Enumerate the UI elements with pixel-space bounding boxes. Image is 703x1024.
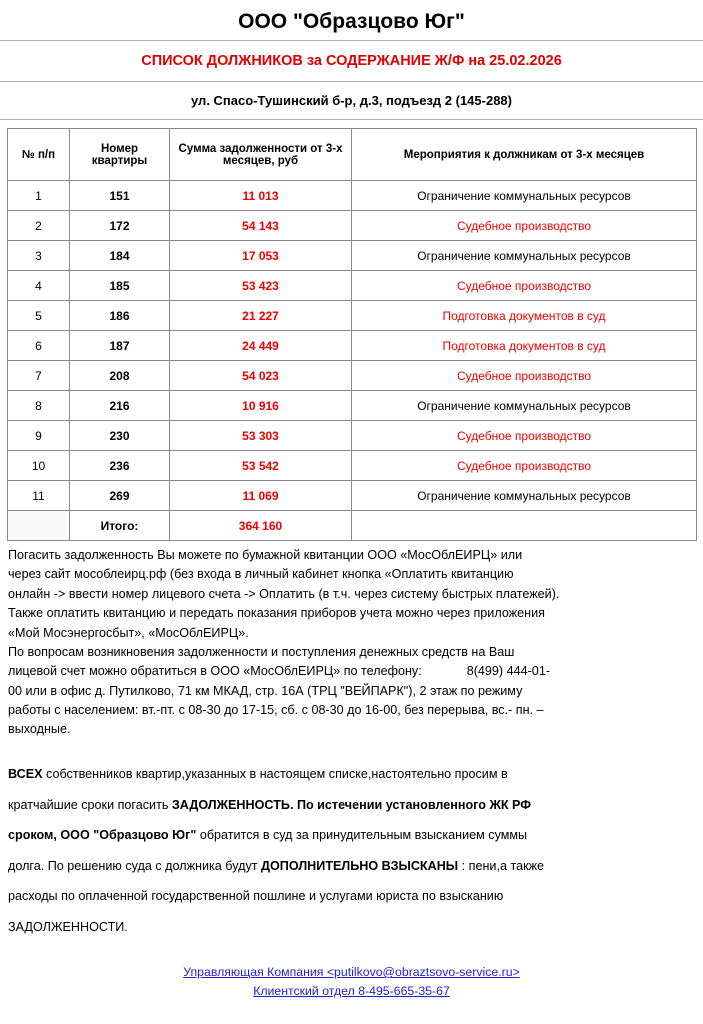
payment-line-phone-row xyxy=(8,663,693,680)
table-row xyxy=(8,361,697,391)
notice-line xyxy=(8,827,693,845)
page-title: ООО "Образцово Юг" xyxy=(0,0,703,41)
row-number: 3 xyxy=(8,241,70,271)
building-address: ул. Спасо-Тушинский б-р, д.3, подъезд 2 (145-288) xyxy=(0,82,703,120)
total-empty-cell xyxy=(8,511,70,541)
row-number: 7 xyxy=(8,361,70,391)
row-measure: Судебное производство xyxy=(352,451,697,481)
eirc-phone: 8(499) 444-01- xyxy=(466,664,551,679)
table-row xyxy=(8,331,697,361)
notice-text: долга. По решению суда с должника будут xyxy=(8,858,262,873)
notice-text: кратчайшие сроки погасить xyxy=(8,797,172,812)
payment-line: лицевой счет можно обратиться в ООО «МосОблЕИРЦ» по телефону: xyxy=(8,664,422,679)
row-amount: 11 069 xyxy=(170,481,352,511)
row-measure: Судебное производство xyxy=(352,271,697,301)
column-header-apartment: Номер квартиры xyxy=(70,129,170,181)
table-row xyxy=(8,391,697,421)
row-apartment: 151 xyxy=(70,181,170,211)
row-amount: 53 303 xyxy=(170,421,352,451)
row-measure: Ограничение коммунальных ресурсов xyxy=(352,481,697,511)
notice-line xyxy=(8,797,693,815)
row-apartment: 186 xyxy=(70,301,170,331)
row-measure: Ограничение коммунальных ресурсов xyxy=(352,241,697,271)
row-apartment: 269 xyxy=(70,481,170,511)
row-apartment: 236 xyxy=(70,451,170,481)
row-measure: Судебное производство xyxy=(352,361,697,391)
row-measure: Подготовка документов в суд xyxy=(352,331,697,361)
notice-line xyxy=(8,766,693,784)
row-amount: 53 542 xyxy=(170,451,352,481)
column-header-measures: Мероприятия к должникам от 3-х месяцев xyxy=(352,129,697,181)
row-amount: 24 449 xyxy=(170,331,352,361)
legal-notice xyxy=(0,750,703,937)
row-amount: 21 227 xyxy=(170,301,352,331)
payment-line: Также оплатить квитанцию и передать показания приборов учета можно через приложения xyxy=(8,606,545,621)
row-measure: Ограничение коммунальных ресурсов xyxy=(352,181,697,211)
table-header-row xyxy=(8,129,697,181)
notice-emphasis: ДОПОЛНИТЕЛЬНО ВЗЫСКАНЫ xyxy=(261,858,459,873)
table-row xyxy=(8,451,697,481)
notice-line: ЗАДОЛЖЕННОСТИ. xyxy=(8,919,128,934)
row-apartment: 172 xyxy=(70,211,170,241)
column-header-number: № п/п xyxy=(8,129,70,181)
row-number: 1 xyxy=(8,181,70,211)
management-company-email[interactable]: Управляющая Компания <putilkovo@obraztsovo-service.ru> xyxy=(183,965,520,980)
row-number: 11 xyxy=(8,481,70,511)
notice-line: расходы по оплаченной государственной пошлине и услугами юриста по взысканию xyxy=(8,889,504,904)
footer xyxy=(0,949,703,1002)
row-apartment: 187 xyxy=(70,331,170,361)
row-measure: Судебное производство xyxy=(352,211,697,241)
debtors-table xyxy=(7,128,697,541)
notice-emphasis: сроком, ООО "Образцово Юг" xyxy=(8,828,197,843)
notice-text: : пени,а также xyxy=(458,858,545,873)
table-row xyxy=(8,271,697,301)
row-measure: Подготовка документов в суд xyxy=(352,301,697,331)
row-apartment: 230 xyxy=(70,421,170,451)
payment-line: через сайт мособлеирц.рф (без входа в личный кабинет кнопка «Оплатить квитанцию xyxy=(8,567,514,582)
row-number: 4 xyxy=(8,271,70,301)
table-row xyxy=(8,241,697,271)
row-apartment: 208 xyxy=(70,361,170,391)
payment-line: работы с населением: вт.-пт. с 08-30 до 17-15, сб. с 08-30 до 16-00, без перерыва, вс.- пн. – xyxy=(8,703,544,717)
row-amount: 53 423 xyxy=(170,271,352,301)
notice-emphasis: ВСЕХ xyxy=(8,767,43,782)
row-amount: 17 053 xyxy=(170,241,352,271)
notice-text: собственников квартир,указанных в настоящем списке,настоятельно просим в xyxy=(42,767,508,782)
row-amount: 54 143 xyxy=(170,211,352,241)
column-header-amount: Сумма задолженности от 3-х месяцев, руб xyxy=(170,129,352,181)
table-total-row xyxy=(8,511,697,541)
payment-line: «Мой Мосэнергосбыт», «МосОблЕИРЦ». xyxy=(8,625,249,640)
notice-emphasis: ЗАДОЛЖЕННОСТЬ. По истечении установленного ЖК РФ xyxy=(171,797,531,812)
paragraph-gap xyxy=(0,741,703,750)
row-amount: 11 013 xyxy=(170,181,352,211)
total-amount: 364 160 xyxy=(170,511,352,541)
row-number: 9 xyxy=(8,421,70,451)
payment-line: онлайн -> ввести номер лицевого счета -> Оплатить (в т.ч. через систему быстрых платежей). xyxy=(8,586,560,601)
total-label: Итого: xyxy=(70,511,170,541)
payment-line: Погасить задолженность Вы можете по бумажной квитанции ООО «МосОблЕИРЦ» или xyxy=(8,548,523,562)
row-amount: 54 023 xyxy=(170,361,352,391)
table-row xyxy=(8,481,697,511)
row-apartment: 216 xyxy=(70,391,170,421)
row-apartment: 185 xyxy=(70,271,170,301)
row-number: 6 xyxy=(8,331,70,361)
notice-text: обратится в суд за принудительным взысканием суммы xyxy=(196,828,528,843)
payment-instructions xyxy=(0,541,703,739)
table-row xyxy=(8,301,697,331)
table-row xyxy=(8,421,697,451)
payment-line: выходные. xyxy=(8,722,71,737)
payment-line: 00 или в офис д. Путилково, 71 км МКАД, стр. 16А (ТРЦ "ВЕЙПАРК"), 2 этаж по режиму xyxy=(8,683,523,698)
table-body xyxy=(8,181,697,541)
row-number: 10 xyxy=(8,451,70,481)
total-empty-cell-right xyxy=(352,511,697,541)
client-department-phone[interactable]: Клиентский отдел 8-495-665-35-67 xyxy=(253,983,450,998)
row-measure: Ограничение коммунальных ресурсов xyxy=(352,391,697,421)
row-amount: 10 916 xyxy=(170,391,352,421)
row-apartment: 184 xyxy=(70,241,170,271)
table-header xyxy=(8,129,697,181)
row-measure: Судебное производство xyxy=(352,421,697,451)
row-number: 8 xyxy=(8,391,70,421)
row-number: 5 xyxy=(8,301,70,331)
payment-line: По вопросам возникновения задолженности и поступления денежных средств на Ваш xyxy=(8,644,515,659)
page-subtitle: СПИСОК ДОЛЖНИКОВ за СОДЕРЖАНИЕ Ж/Ф на 25.02.2026 xyxy=(0,41,703,82)
table-row xyxy=(8,211,697,241)
table-row xyxy=(8,181,697,211)
notice-line xyxy=(8,858,693,876)
row-number: 2 xyxy=(8,211,70,241)
